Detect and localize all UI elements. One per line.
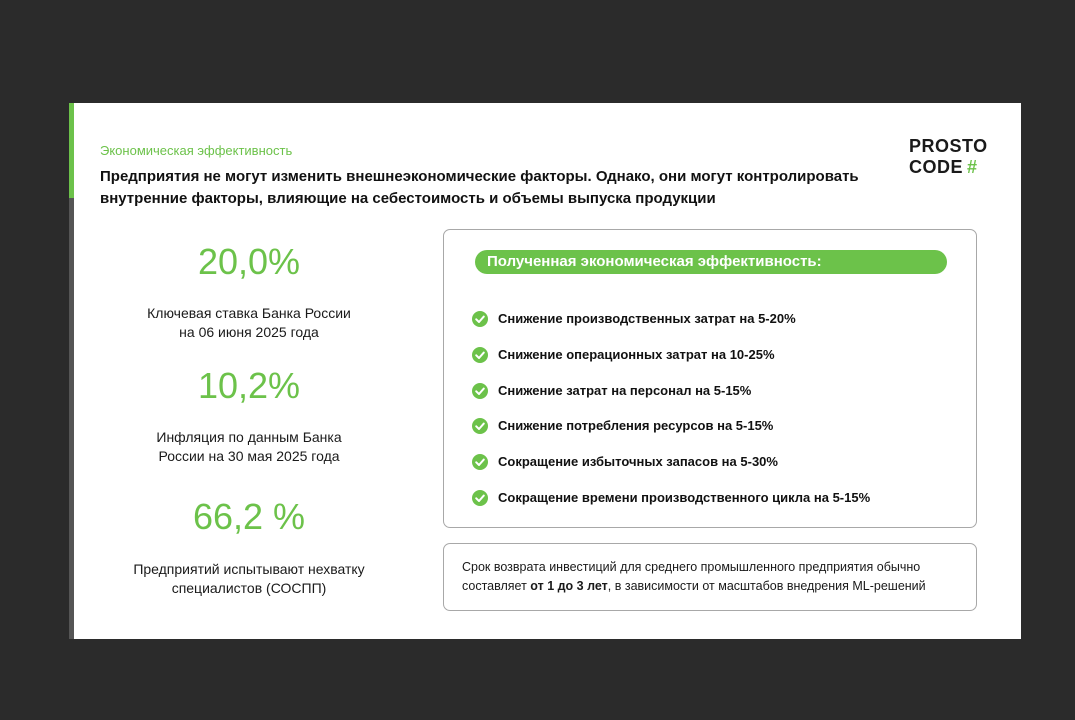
check-circle-icon (472, 347, 488, 363)
stat-desc-line: на 06 июня 2025 года (179, 324, 319, 340)
effect-item (498, 309, 796, 329)
stat-desc-line: Предприятий испытывают нехватку (133, 561, 365, 577)
headline: Предприятия не могут изменить внешнеэкономические факторы. Однако, они могут контролировать внутренние факторы, влияющие на себестоимость и объемы выпуска продукции (100, 168, 859, 207)
effects-title: Полученная экономическая эффективность: (475, 250, 947, 274)
slide (69, 103, 1021, 639)
stat-value: 10,2% (197, 365, 301, 406)
effect-item (498, 345, 775, 365)
stat-desc-line: России на 30 мая 2025 года (158, 448, 340, 464)
stat-desc-line: Инфляция по данным Банка (156, 429, 342, 445)
roi-text-before: Срок возврата инвестиций для среднего промышленного предприятия обычно составляет (462, 560, 921, 593)
effect-label: Снижение производственных затрат на 5-20% (498, 311, 796, 326)
logo-line-2: CODE (909, 157, 964, 177)
check-circle-icon (472, 383, 488, 399)
stat-key-rate-desc (109, 304, 389, 342)
effect-label: Сокращение избыточных запасов на 5-30% (498, 454, 778, 469)
roi-highlight: от 1 до 3 лет (530, 579, 608, 593)
logo-line-1: PROSTO (909, 136, 988, 156)
check-circle-icon (472, 418, 488, 434)
check-circle-icon (472, 454, 488, 470)
stat-inflation (109, 366, 389, 406)
stat-desc-line: специалистов (СОСПП) (171, 580, 327, 596)
roi-panel (443, 543, 977, 611)
logo-hash-icon: # (967, 157, 978, 177)
logo (909, 136, 988, 178)
stat-value: 66,2 % (192, 496, 306, 537)
effect-item (498, 488, 870, 508)
section-label: Экономическая эффективность (100, 143, 293, 158)
roi-text-after: , в зависимости от масштабов внедрения ML-решений (607, 579, 926, 593)
effect-label: Снижение потребления ресурсов на 5-15% (498, 418, 774, 433)
effect-label: Сокращение времени производственного цикла на 5-15% (498, 490, 871, 505)
stat-key-rate (109, 242, 389, 282)
accent-bar-green (69, 103, 74, 198)
effect-label: Снижение операционных затрат на 10-25% (498, 347, 775, 362)
effect-item (498, 452, 778, 472)
check-circle-icon (472, 490, 488, 506)
effect-item (498, 381, 751, 401)
stat-shortage (109, 497, 389, 537)
stat-desc-line: Ключевая ставка Банка России (147, 305, 351, 321)
stat-shortage-desc (109, 560, 389, 598)
stat-inflation-desc (109, 428, 389, 466)
effect-label: Снижение затрат на персонал на 5-15% (498, 383, 752, 398)
effects-panel (443, 229, 977, 528)
effect-item (498, 416, 773, 436)
check-circle-icon (472, 311, 488, 327)
accent-bar-dark (69, 198, 74, 639)
stat-value: 20,0% (197, 241, 301, 282)
